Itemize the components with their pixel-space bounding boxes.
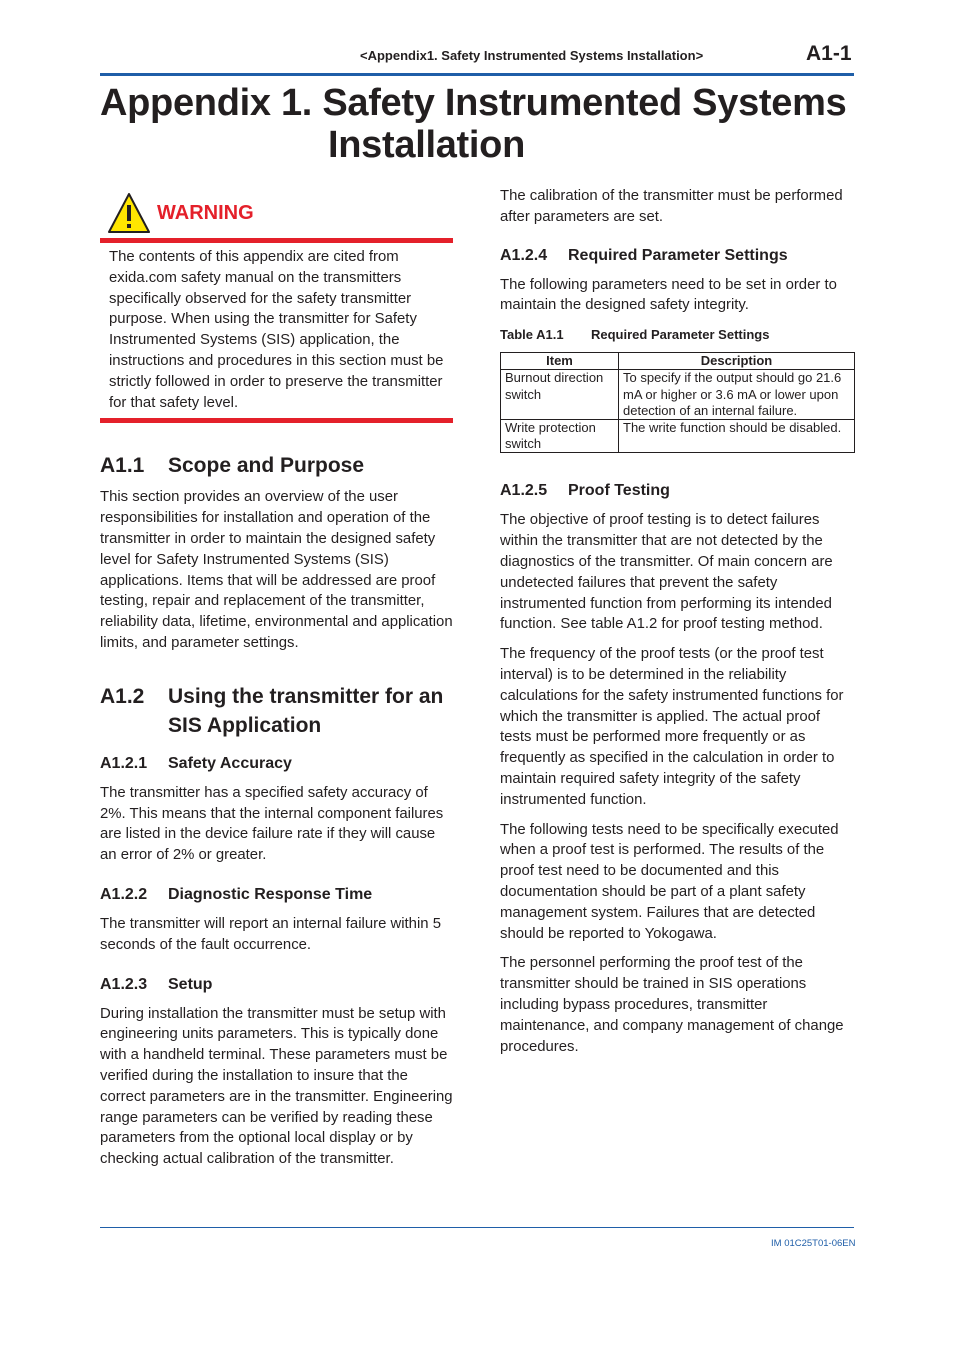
warning-box	[100, 188, 454, 423]
section-heading-a1-2-1: A1.2.1 Safety Accuracy	[100, 754, 292, 772]
table-cell-item: Burnout direction switch	[501, 370, 619, 420]
section-heading-a1-2-5: A1.2.5 Proof Testing	[500, 482, 670, 500]
table-cell-description: The write function should be disabled.	[619, 420, 855, 453]
section-a1-2-2-body: The transmitter will report an internal failure within 5 seconds of the fault occurrence.	[100, 915, 441, 953]
header-rule	[100, 73, 854, 76]
table-cell-item: Write protection switch	[501, 420, 619, 453]
section-a1-2-1-body: The transmitter has a specified safety accuracy of 2%. This means that the internal component failures are listed in the device failure rate if they will cause an error of 2% or greater.	[100, 784, 444, 864]
page-number: A1-1	[806, 42, 852, 65]
table-header-item: Item	[501, 353, 619, 370]
table-header-description: Description	[619, 353, 855, 370]
warning-bottom-bar	[100, 418, 453, 423]
left-column	[100, 188, 454, 1170]
warning-triangle-icon	[107, 192, 151, 234]
section-heading-a1-2-3: A1.2.3 Setup	[100, 975, 213, 993]
right-column	[500, 186, 854, 1057]
section-heading-a1-2-2: A1.2.2 Diagnostic Response Time	[100, 885, 373, 903]
proof-testing-paragraph-2: The frequency of the proof tests (or the proof test interval) is to be determined in the reliability calculations for the safety instrumented functions for which the transmitter is applied. The actual proof tests must be performed more frequently or as frequently as specified in the calculation in order to maintain required safety integrity of the safety instrumented function.	[500, 646, 844, 808]
proof-testing-paragraph-1: The objective of proof testing is to detect failures within the transmitter that are not detected by the diagnostics of the transmitter. Of main concern are undetected failures that prevent the safety instrumented function from performing its intended function. See table A1.2 for proof testing method.	[500, 512, 833, 633]
warning-label: WARNING	[157, 201, 254, 224]
proof-testing-paragraph-4: The personnel performing the proof test of the transmitter should be trained in SIS operations including bypass procedures, transmitter maintenance, and company management of change procedures.	[500, 955, 844, 1055]
page-title-line-2: Installation	[328, 124, 525, 166]
required-parameter-table	[500, 352, 855, 453]
table-row	[501, 370, 855, 420]
document-number: IM 01C25T01-06EN	[771, 1238, 856, 1249]
section-heading-a1-1: A1.1 Scope and Purpose	[100, 454, 365, 478]
table-caption: Table A1.1 Required Parameter Settings	[500, 327, 770, 343]
warning-header	[100, 188, 454, 238]
proof-testing-paragraph-3: The following tests need to be specifically executed when a proof test is performed. The results of the proof test need to be documented and this documentation should be part of a plant safety management system. Failures that are detected should be reported to Yokogawa.	[500, 821, 839, 942]
calibration-note: The calibration of the transmitter must be performed after parameters are set.	[500, 188, 843, 225]
table-cell-description: To specify if the output should go 21.6 mA or higher or 3.6 mA or lower upon detection of an internal failure.	[619, 370, 855, 420]
warning-text: The contents of this appendix are cited from exida.com safety manual on the transmitters specifically observed for the safety transmitter purpose. When using the transmitter for Safety Instrumented Systems (SIS) application, the instructions and procedures in this section must be strictly followed in order to preserve the transmitter for that safety level.	[109, 249, 444, 411]
section-heading-a1-2-4: A1.2.4 Required Parameter Settings	[500, 246, 788, 264]
section-a1-1-body: This section provides an overview of the user responsibilities for installation and operation of the transmitter in order to maintain the designed safety level for Safety Instrumented Systems (SIS) applications. Items that will be addressed are proof testing, repair and replacement of the transmitter, reliability data, lifetime, environmental and application limits, and parameter settings.	[100, 489, 453, 651]
page-title-line-1: Appendix 1. Safety Instrumented Systems	[100, 82, 847, 124]
footer-rule	[100, 1227, 854, 1228]
table-header-row	[501, 353, 855, 370]
table-row	[501, 420, 855, 453]
section-a1-2-3-body: During installation the transmitter must be setup with engineering units parameters. This is typically done with a handheld terminal. These parameters must be verified during the installation to insure that the correct parameters are in the transmitter. Engineering range parameters can be verified by reading these parameters from the optional local display or by checking actual calibration of the transmitter.	[100, 1005, 453, 1168]
running-header-title: <Appendix1. Safety Instrumented Systems Installation>	[360, 48, 704, 63]
section-a1-2-4-body: The following parameters need to be set in order to maintain the designed safety integrity.	[500, 276, 837, 314]
section-heading-a1-2: A1.2 Using the transmitter for an SIS Application	[100, 684, 444, 737]
